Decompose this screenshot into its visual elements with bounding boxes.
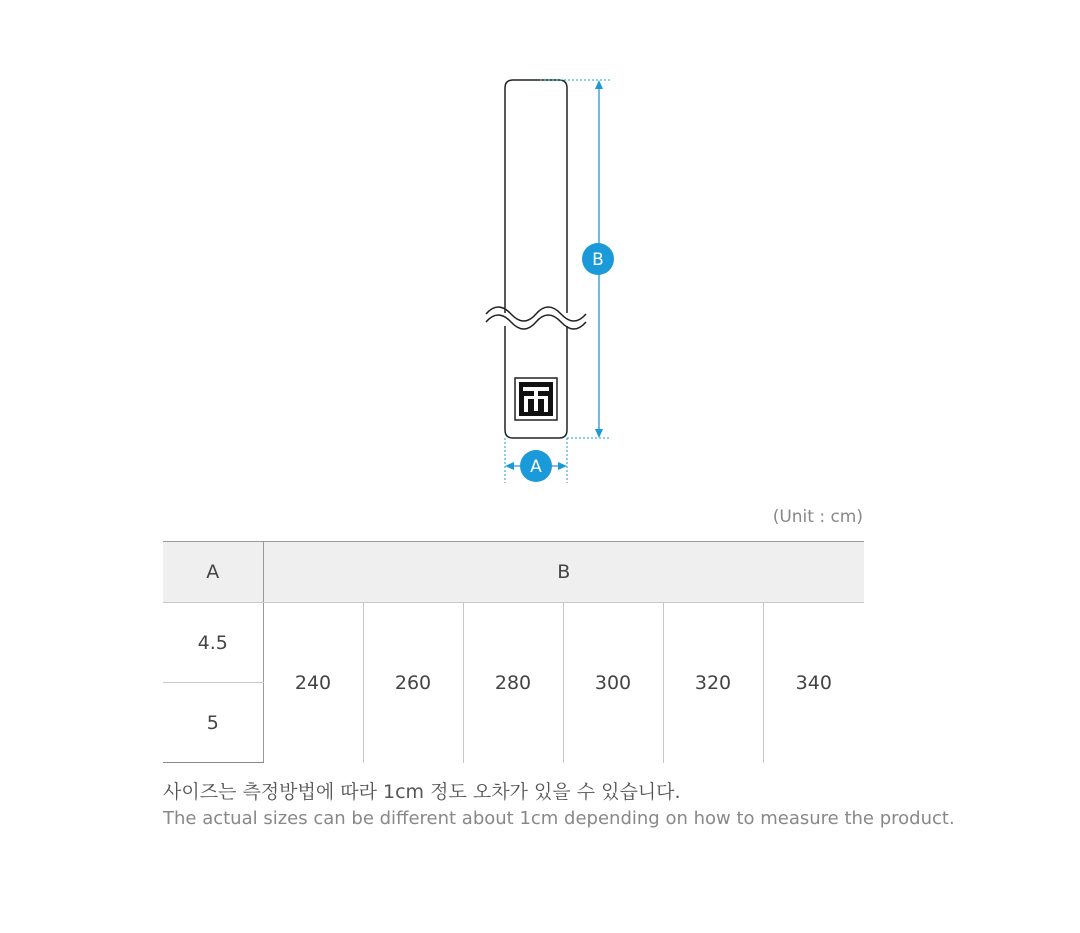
header-b: B: [263, 542, 864, 603]
a-value-cell: 4.5: [163, 603, 263, 683]
b-value-cell: 300: [563, 603, 663, 763]
b-value-cell: 340: [763, 603, 864, 763]
table-header-row: [163, 542, 864, 603]
header-a: A: [163, 542, 263, 603]
size-table: [163, 541, 864, 763]
b-value-cell: 240: [294, 671, 332, 694]
dimension-a-label: A: [530, 457, 542, 477]
size-note-korean: 사이즈는 측정방법에 따라 1cm 정도 오차가 있을 수 있습니다.: [163, 781, 681, 803]
table-row: [163, 603, 864, 683]
a-value-cell: 5: [163, 683, 263, 763]
unit-label: (Unit : cm): [772, 507, 863, 527]
b-value-cell: 260: [363, 603, 463, 763]
b-value-cell: 320: [663, 603, 763, 763]
dimension-b-label: B: [592, 250, 604, 270]
b-value-cell: 280: [463, 603, 563, 763]
belt-outline-top: [505, 80, 567, 316]
brand-logo: [515, 378, 557, 420]
size-note-english: The actual sizes can be different about 1cm depending on how to measure the product.: [163, 808, 955, 829]
